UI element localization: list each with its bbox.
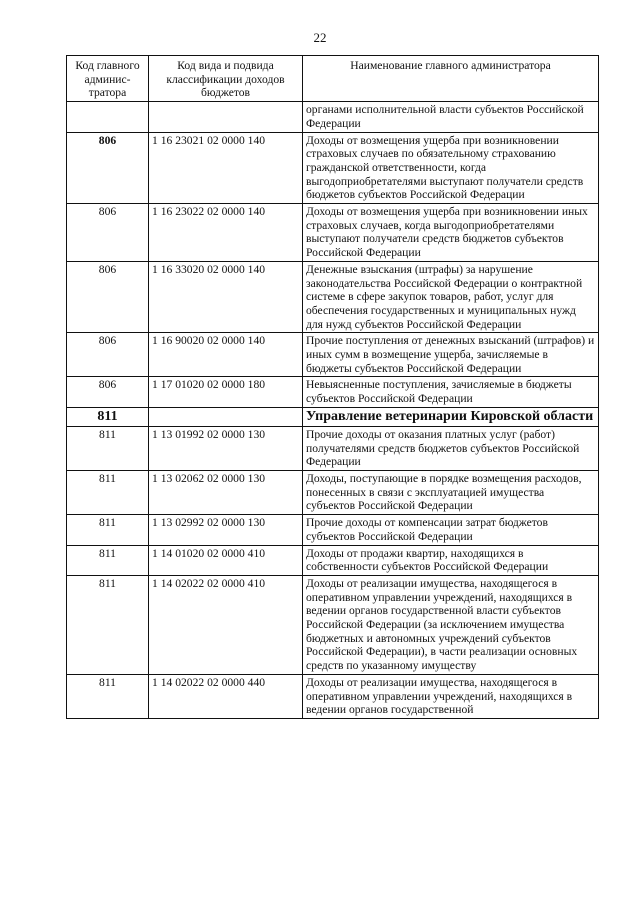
income-code-cell (149, 407, 303, 426)
income-code-cell: 1 14 02022 02 0000 410 (149, 575, 303, 674)
admin-code-cell: 806 (67, 261, 149, 333)
admin-name-cell: Доходы от реализации имущества, находящегося в оперативном управлении учреждений, находящихся в ведении органов государственной власти субъектов Российской Федерации (за исключением имущества бюджетных и автономных учреждений субъектов Российской Федерации), в части реализации основных средств по указанному имуществу (303, 575, 599, 674)
income-code-cell: 1 17 01020 02 0000 180 (149, 377, 303, 407)
income-code-cell: 1 16 90020 02 0000 140 (149, 333, 303, 377)
admin-code-cell: 806 (67, 333, 149, 377)
table-row (67, 333, 599, 377)
income-code-cell: 1 16 23021 02 0000 140 (149, 132, 303, 204)
table-row (67, 545, 599, 575)
admin-code-cell: 806 (67, 377, 149, 407)
income-administrators-table (66, 55, 599, 719)
table-row (67, 377, 599, 407)
admin-name-cell: Доходы от реализации имущества, находящегося в оперативном управлении учреждений, находящихся в ведении органов государственной (303, 674, 599, 718)
admin-name-cell: Невыясненные поступления, зачисляемые в бюджеты субъектов Российской Федерации (303, 377, 599, 407)
income-code-cell: 1 16 33020 02 0000 140 (149, 261, 303, 333)
admin-name-cell: Доходы от продажи квартир, находящихся в собственности субъектов Российской Федерации (303, 545, 599, 575)
admin-name-cell: Прочие поступления от денежных взысканий (штрафов) и иных сумм в возмещение ущерба, зачисляемые в бюджеты субъектов Российской Федерации (303, 333, 599, 377)
income-code-cell: 1 14 02022 02 0000 440 (149, 674, 303, 718)
income-code-header: Код вида и подвида классификации доходов бюджетов (149, 56, 303, 102)
table-row (67, 674, 599, 718)
admin-name-cell: Управление ветеринарии Кировской области (303, 407, 599, 426)
admin-code-cell: 811 (67, 575, 149, 674)
income-code-cell: 1 13 02992 02 0000 130 (149, 515, 303, 545)
admin-code-cell: 811 (67, 470, 149, 514)
income-code-cell: 1 13 01992 02 0000 130 (149, 426, 303, 470)
admin-name-cell: Денежные взыскания (штрафы) за нарушение законодательства Российской Федерации о контрактной системе в сфере закупок товаров, работ, услуг для обеспечения государственных и муниципальных нужд для нужд субъектов Российской Федерации (303, 261, 599, 333)
table-row (67, 470, 599, 514)
income-code-cell: 1 16 23022 02 0000 140 (149, 204, 303, 262)
admin-name-cell: органами исполнительной власти субъектов Российской Федерации (303, 102, 599, 132)
admin-code-cell: 811 (67, 515, 149, 545)
table-row (67, 575, 599, 674)
table-row (67, 515, 599, 545)
income-code-cell (149, 102, 303, 132)
admin-name-cell: Доходы, поступающие в порядке возмещения расходов, понесенных в связи с эксплуатацией имущества субъектов Российской Федерации (303, 470, 599, 514)
admin-code-cell: 811 (67, 674, 149, 718)
table-row (67, 132, 599, 204)
admin-code-cell: 811 (67, 407, 149, 426)
admin-code-cell: 811 (67, 426, 149, 470)
admin-code-cell: 806 (67, 204, 149, 262)
admin-name-header: Наименование главного администратора (303, 56, 599, 102)
table-row (67, 407, 599, 426)
table-row (67, 204, 599, 262)
income-code-cell: 1 14 01020 02 0000 410 (149, 545, 303, 575)
income-code-cell: 1 13 02062 02 0000 130 (149, 470, 303, 514)
page-number: 22 (313, 30, 327, 45)
table-header-row (67, 56, 599, 102)
admin-code-header: Код главного админис-тратора (67, 56, 149, 102)
admin-code-cell: 806 (67, 132, 149, 204)
admin-name-cell: Прочие доходы от компенсации затрат бюджетов субъектов Российской Федерации (303, 515, 599, 545)
admin-name-cell: Доходы от возмещения ущерба при возникновении иных страховых случаев, когда выгодоприобретателями выступают получатели средств бюджетов субъектов Российской Федерации (303, 204, 599, 262)
admin-name-cell: Доходы от возмещения ущерба при возникновении страховых случаев по обязательному страхованию гражданской ответственности, когда выгодоприобретателями выступают получатели средств бюджетов субъектов Российской Федерации (303, 132, 599, 204)
table-row (67, 261, 599, 333)
admin-code-cell: 811 (67, 545, 149, 575)
table-row (67, 102, 599, 132)
table-row (67, 426, 599, 470)
admin-name-cell: Прочие доходы от оказания платных услуг (работ) получателями средств бюджетов субъектов Российской Федерации (303, 426, 599, 470)
admin-code-cell (67, 102, 149, 132)
